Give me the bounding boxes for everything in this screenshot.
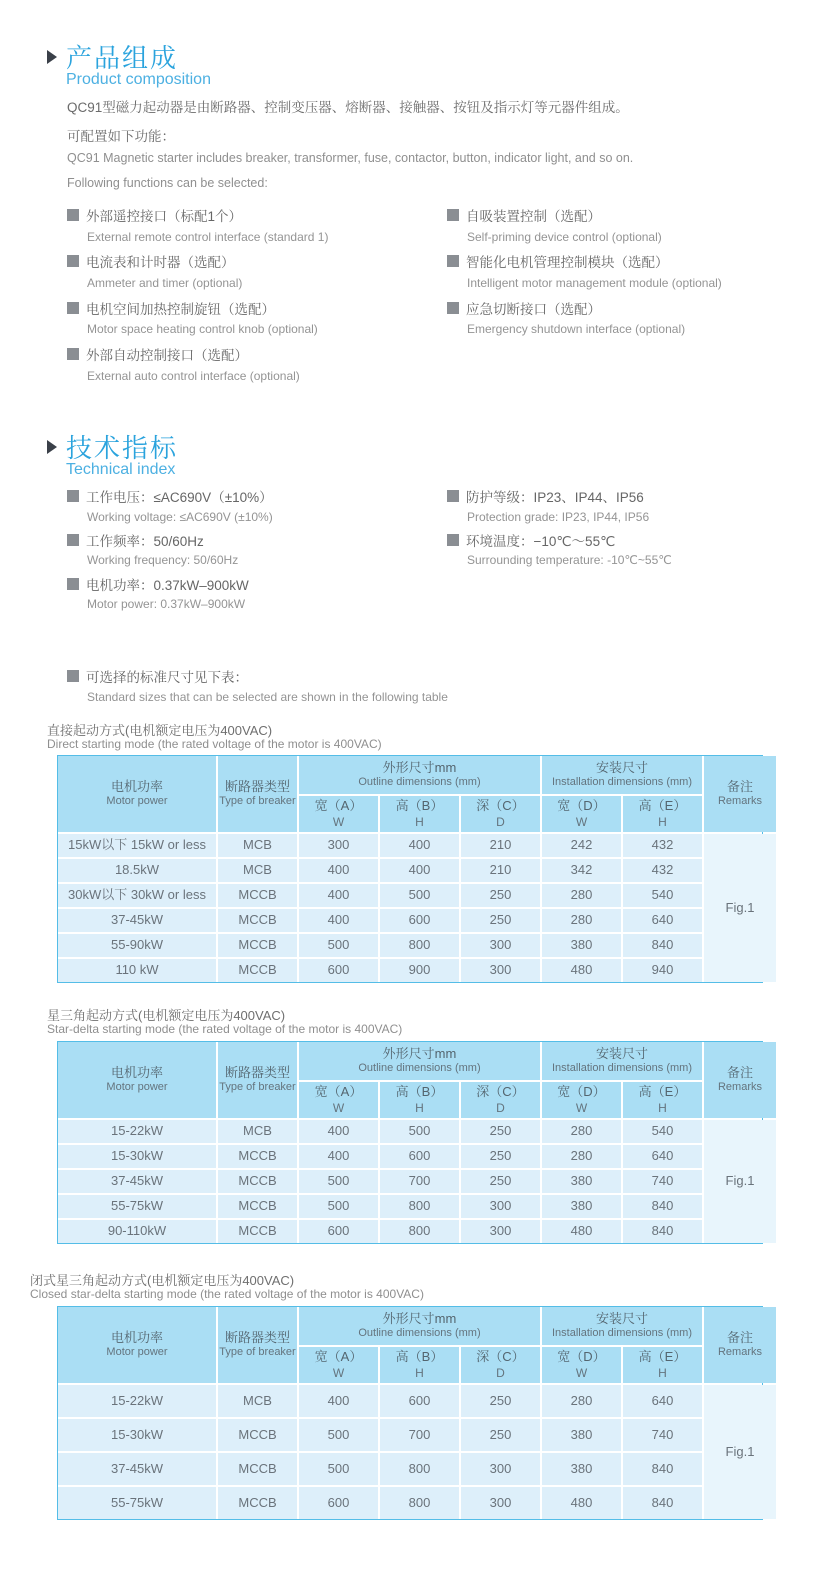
table-cell: 480 xyxy=(542,959,621,982)
spec-item xyxy=(67,574,249,594)
feature-item xyxy=(67,205,242,225)
table-cell: 400 xyxy=(299,859,378,882)
spec-label-en: Protection grade: IP23, IP44, IP56 xyxy=(467,510,650,524)
feature-item xyxy=(447,298,601,318)
table-cell: 400 xyxy=(299,1385,378,1417)
table-cell: 400 xyxy=(380,834,459,857)
table-cell: 250 xyxy=(461,909,540,932)
table-cell: 400 xyxy=(299,909,378,932)
spec-label-cn: 防护等级：IP23、IP44、IP56 xyxy=(466,490,644,505)
table-cell: 740 xyxy=(623,1170,702,1193)
header-dim-col: 高（B） H xyxy=(380,1347,459,1383)
header-dim-col: 宽（A） W xyxy=(299,796,378,832)
feature-label-cn: 外部自动控制接口（选配） xyxy=(86,348,248,363)
table-cell: 400 xyxy=(299,1145,378,1168)
intro-line-cn2: 可配置如下功能： xyxy=(67,129,175,144)
table-cell: 300 xyxy=(461,959,540,982)
table-cell: MCCB xyxy=(218,959,297,982)
sizes-note xyxy=(67,666,248,686)
header-outline-group: 外形尺寸mm Outline dimensions (mm) xyxy=(299,756,540,794)
table-cell: 600 xyxy=(299,1220,378,1243)
table-cell: 55-75kW xyxy=(58,1195,216,1218)
table-cell: 30kW以下 30kW or less xyxy=(58,884,216,907)
table-cell: 840 xyxy=(623,1220,702,1243)
spec-item xyxy=(67,530,204,550)
section-header-composition xyxy=(47,38,178,75)
table-cell: 15-30kW xyxy=(58,1419,216,1451)
remark-cell: Fig.1 xyxy=(704,1120,776,1243)
table-cell: 280 xyxy=(542,909,621,932)
table-cell: 300 xyxy=(461,1487,540,1519)
feature-label-cn: 智能化电机管理控制模块（选配） xyxy=(466,255,669,270)
header-remarks: 备注 Remarks xyxy=(704,1307,776,1383)
table-cell: MCCB xyxy=(218,1220,297,1243)
feature-item xyxy=(447,205,601,225)
bullet-square-icon xyxy=(447,255,459,267)
table-cell: 210 xyxy=(461,834,540,857)
table-cell: 600 xyxy=(380,1145,459,1168)
feature-item xyxy=(67,298,275,318)
table-cell: 700 xyxy=(380,1419,459,1451)
feature-label-cn: 电流表和计时器（选配） xyxy=(86,255,235,270)
header-dim-col: 深（C） D xyxy=(461,1082,540,1118)
table-cell: 700 xyxy=(380,1170,459,1193)
table-cell: 18.5kW xyxy=(58,859,216,882)
sizes-note-en: Standard sizes that can be selected are shown in the following table xyxy=(87,690,448,704)
table-label-en: Direct starting mode (the rated voltage of the motor is 400VAC) xyxy=(47,737,382,751)
table-cell: 640 xyxy=(623,1385,702,1417)
table-cell: 400 xyxy=(299,884,378,907)
header-dim-col: 宽（A） W xyxy=(299,1347,378,1383)
intro-line-cn: QC91型磁力起动器是由断路器、控制变压器、熔断器、接触器、按钮及指示灯等元器件组成。 xyxy=(67,100,629,115)
header-remarks: 备注 Remarks xyxy=(704,1042,776,1118)
spec-label-en: Working voltage: ≤AC690V (±10%) xyxy=(87,510,273,524)
table-cell: 380 xyxy=(542,934,621,957)
section-title-cn: 产品组成 xyxy=(66,43,179,73)
table-cell: 380 xyxy=(542,1419,621,1451)
table-cell: 432 xyxy=(623,834,702,857)
table-cell: 380 xyxy=(542,1195,621,1218)
header-install-group: 安装尺寸 Installation dimensions (mm) xyxy=(542,1307,702,1345)
feature-item xyxy=(67,251,235,271)
table-cell: 15kW以下 15kW or less xyxy=(58,834,216,857)
table-cell: 500 xyxy=(299,934,378,957)
table-cell: 55-90kW xyxy=(58,934,216,957)
remark-cell: Fig.1 xyxy=(704,1385,776,1519)
table-cell: 210 xyxy=(461,859,540,882)
table-cell: 250 xyxy=(461,884,540,907)
bullet-square-icon xyxy=(67,534,79,546)
table-label-cn: 闭式星三角起动方式(电机额定电压为400VAC) xyxy=(30,1273,295,1288)
feature-label-en: Intelligent motor management module (optional) xyxy=(467,276,722,290)
section-header-technical xyxy=(47,428,178,465)
header-dim-col: 高（E） H xyxy=(623,1082,702,1118)
spec-item xyxy=(67,486,273,506)
table-cell: 280 xyxy=(542,884,621,907)
table-cell: MCCB xyxy=(218,884,297,907)
table-cell: 37-45kW xyxy=(58,909,216,932)
header-dim-col: 宽（D） W xyxy=(542,796,621,832)
dimensions-table-closed-star-delta xyxy=(57,1306,763,1520)
feature-label-cn: 应急切断接口（选配） xyxy=(466,302,601,317)
bullet-square-icon xyxy=(447,209,459,221)
table-label-cn: 星三角起动方式(电机额定电压为400VAC) xyxy=(47,1008,286,1023)
table-cell: MCCB xyxy=(218,934,297,957)
feature-label-en: Motor space heating control knob (optional) xyxy=(87,322,318,336)
table-cell: 540 xyxy=(623,1120,702,1143)
sizes-note-cn: 可选择的标准尺寸见下表： xyxy=(86,670,248,685)
table-cell: 380 xyxy=(542,1170,621,1193)
header-dim-col: 深（C） D xyxy=(461,1347,540,1383)
table-cell: 600 xyxy=(380,1385,459,1417)
bullet-square-icon xyxy=(67,670,79,682)
header-motor-power: 电机功率 Motor power xyxy=(58,756,216,832)
table-cell: 840 xyxy=(623,934,702,957)
feature-label-en: Emergency shutdown interface (optional) xyxy=(467,322,686,336)
table-cell: 432 xyxy=(623,859,702,882)
bullet-square-icon xyxy=(447,490,459,502)
table-cell: 300 xyxy=(461,934,540,957)
header-breaker-type: 断路器类型 Type of breaker xyxy=(218,1042,297,1118)
spec-item xyxy=(447,486,644,506)
feature-label-cn: 外部遥控接口（标配1个） xyxy=(86,209,243,224)
intro-line-en: QC91 Magnetic starter includes breaker, transformer, fuse, contactor, button, indicator light, and so on. xyxy=(67,151,634,165)
header-breaker-type: 断路器类型 Type of breaker xyxy=(218,756,297,832)
table-cell: 250 xyxy=(461,1419,540,1451)
header-dim-col: 高（B） H xyxy=(380,796,459,832)
bullet-square-icon xyxy=(67,302,79,314)
table-cell: 250 xyxy=(461,1120,540,1143)
header-install-group: 安装尺寸 Installation dimensions (mm) xyxy=(542,1042,702,1080)
header-motor-power: 电机功率 Motor power xyxy=(58,1307,216,1383)
table-cell: 840 xyxy=(623,1453,702,1485)
table-cell: 840 xyxy=(623,1195,702,1218)
table-cell: 300 xyxy=(461,1220,540,1243)
remark-cell: Fig.1 xyxy=(704,834,776,982)
table-cell: 342 xyxy=(542,859,621,882)
table-cell: 110 kW xyxy=(58,959,216,982)
feature-label-cn: 电机空间加热控制旋钮（选配） xyxy=(86,302,275,317)
table-label-cn: 直接起动方式(电机额定电压为400VAC) xyxy=(47,723,273,738)
table-cell: 800 xyxy=(380,1487,459,1519)
header-motor-power: 电机功率 Motor power xyxy=(58,1042,216,1118)
table-cell: 800 xyxy=(380,1220,459,1243)
header-outline-group: 外形尺寸mm Outline dimensions (mm) xyxy=(299,1042,540,1080)
table-cell: 640 xyxy=(623,909,702,932)
table-cell: 300 xyxy=(461,1195,540,1218)
feature-label-en: Ammeter and timer (optional) xyxy=(87,276,243,290)
section-marker-icon xyxy=(47,50,57,64)
feature-label-cn: 自吸装置控制（选配） xyxy=(466,209,601,224)
table-label-en: Closed star-delta starting mode (the rated voltage of the motor is 400VAC) xyxy=(30,1287,424,1301)
header-remarks: 备注 Remarks xyxy=(704,756,776,832)
table-cell: 500 xyxy=(380,1120,459,1143)
table-cell: 600 xyxy=(299,1487,378,1519)
spec-label-cn: 工作电压：≤AC690V（±10%） xyxy=(86,490,273,505)
table-cell: 37-45kW xyxy=(58,1170,216,1193)
table-cell: 800 xyxy=(380,934,459,957)
table-cell: 740 xyxy=(623,1419,702,1451)
table-cell: 500 xyxy=(299,1453,378,1485)
header-breaker-type: 断路器类型 Type of breaker xyxy=(218,1307,297,1383)
feature-item xyxy=(447,251,669,271)
table-cell: MCB xyxy=(218,1385,297,1417)
table-cell: MCCB xyxy=(218,1487,297,1519)
dimensions-table-star-delta xyxy=(57,1041,763,1244)
header-dim-col: 宽（D） W xyxy=(542,1082,621,1118)
header-dim-col: 宽（D） W xyxy=(542,1347,621,1383)
spec-label-cn: 环境温度：−10℃～55℃ xyxy=(466,534,616,549)
bullet-square-icon xyxy=(447,302,459,314)
table-cell: 300 xyxy=(461,1453,540,1485)
header-dim-col: 高（B） H xyxy=(380,1082,459,1118)
bullet-square-icon xyxy=(67,209,79,221)
table-cell: 840 xyxy=(623,1487,702,1519)
table-cell: MCCB xyxy=(218,1145,297,1168)
table-cell: 940 xyxy=(623,959,702,982)
table-cell: 280 xyxy=(542,1385,621,1417)
header-dim-col: 高（E） H xyxy=(623,796,702,832)
table-cell: 250 xyxy=(461,1170,540,1193)
table-cell: 280 xyxy=(542,1145,621,1168)
table-cell: 500 xyxy=(299,1170,378,1193)
dimensions-table-direct xyxy=(57,755,763,983)
table-cell: 15-22kW xyxy=(58,1120,216,1143)
table-cell: MCCB xyxy=(218,1195,297,1218)
spec-label-en: Working frequency: 50/60Hz xyxy=(87,553,239,567)
table-cell: 250 xyxy=(461,1145,540,1168)
table-cell: MCCB xyxy=(218,1453,297,1485)
table-cell: MCCB xyxy=(218,1170,297,1193)
table-cell: 600 xyxy=(380,909,459,932)
table-cell: 600 xyxy=(299,959,378,982)
table-cell: 15-30kW xyxy=(58,1145,216,1168)
table-cell: 800 xyxy=(380,1195,459,1218)
table-cell: 500 xyxy=(299,1195,378,1218)
spec-label-cn: 工作频率：50/60Hz xyxy=(86,534,204,549)
table-cell: 480 xyxy=(542,1220,621,1243)
table-cell: 55-75kW xyxy=(58,1487,216,1519)
table-cell: 800 xyxy=(380,1453,459,1485)
intro-line-en2: Following functions can be selected: xyxy=(67,176,268,190)
table-cell: 640 xyxy=(623,1145,702,1168)
spec-label-en: Surrounding temperature: -10℃~55℃ xyxy=(467,553,672,567)
feature-label-en: External auto control interface (optional) xyxy=(87,369,300,383)
bullet-square-icon xyxy=(67,490,79,502)
table-cell: MCCB xyxy=(218,909,297,932)
table-cell: 37-45kW xyxy=(58,1453,216,1485)
section-marker-icon xyxy=(47,440,57,454)
header-dim-col: 宽（A） W xyxy=(299,1082,378,1118)
table-cell: 250 xyxy=(461,1385,540,1417)
table-cell: 400 xyxy=(299,1120,378,1143)
header-install-group: 安装尺寸 Installation dimensions (mm) xyxy=(542,756,702,794)
table-cell: MCCB xyxy=(218,1419,297,1451)
table-cell: 480 xyxy=(542,1487,621,1519)
bullet-square-icon xyxy=(67,348,79,360)
feature-label-en: Self-priming device control (optional) xyxy=(467,230,662,244)
table-cell: 500 xyxy=(299,1419,378,1451)
header-dim-col: 深（C） D xyxy=(461,796,540,832)
table-cell: MCB xyxy=(218,1120,297,1143)
feature-label-en: External remote control interface (standard 1) xyxy=(87,230,329,244)
spec-label-en: Motor power: 0.37kW–900kW xyxy=(87,597,246,611)
bullet-square-icon xyxy=(67,578,79,590)
table-cell: MCB xyxy=(218,859,297,882)
table-cell: 400 xyxy=(380,859,459,882)
table-cell: 300 xyxy=(299,834,378,857)
header-dim-col: 高（E） H xyxy=(623,1347,702,1383)
table-cell: MCB xyxy=(218,834,297,857)
section-title-en: Product composition xyxy=(66,71,211,88)
table-label-en: Star-delta starting mode (the rated voltage of the motor is 400VAC) xyxy=(47,1022,403,1036)
table-cell: 380 xyxy=(542,1453,621,1485)
feature-item xyxy=(67,344,248,364)
table-cell: 280 xyxy=(542,1120,621,1143)
header-outline-group: 外形尺寸mm Outline dimensions (mm) xyxy=(299,1307,540,1345)
table-cell: 900 xyxy=(380,959,459,982)
table-cell: 90-110kW xyxy=(58,1220,216,1243)
section-title-cn: 技术指标 xyxy=(66,433,179,463)
table-cell: 242 xyxy=(542,834,621,857)
table-cell: 15-22kW xyxy=(58,1385,216,1417)
table-cell: 540 xyxy=(623,884,702,907)
section-title-en: Technical index xyxy=(66,461,176,478)
spec-item xyxy=(447,530,615,550)
spec-label-cn: 电机功率：0.37kW–900kW xyxy=(86,578,249,593)
bullet-square-icon xyxy=(447,534,459,546)
bullet-square-icon xyxy=(67,255,79,267)
table-cell: 500 xyxy=(380,884,459,907)
